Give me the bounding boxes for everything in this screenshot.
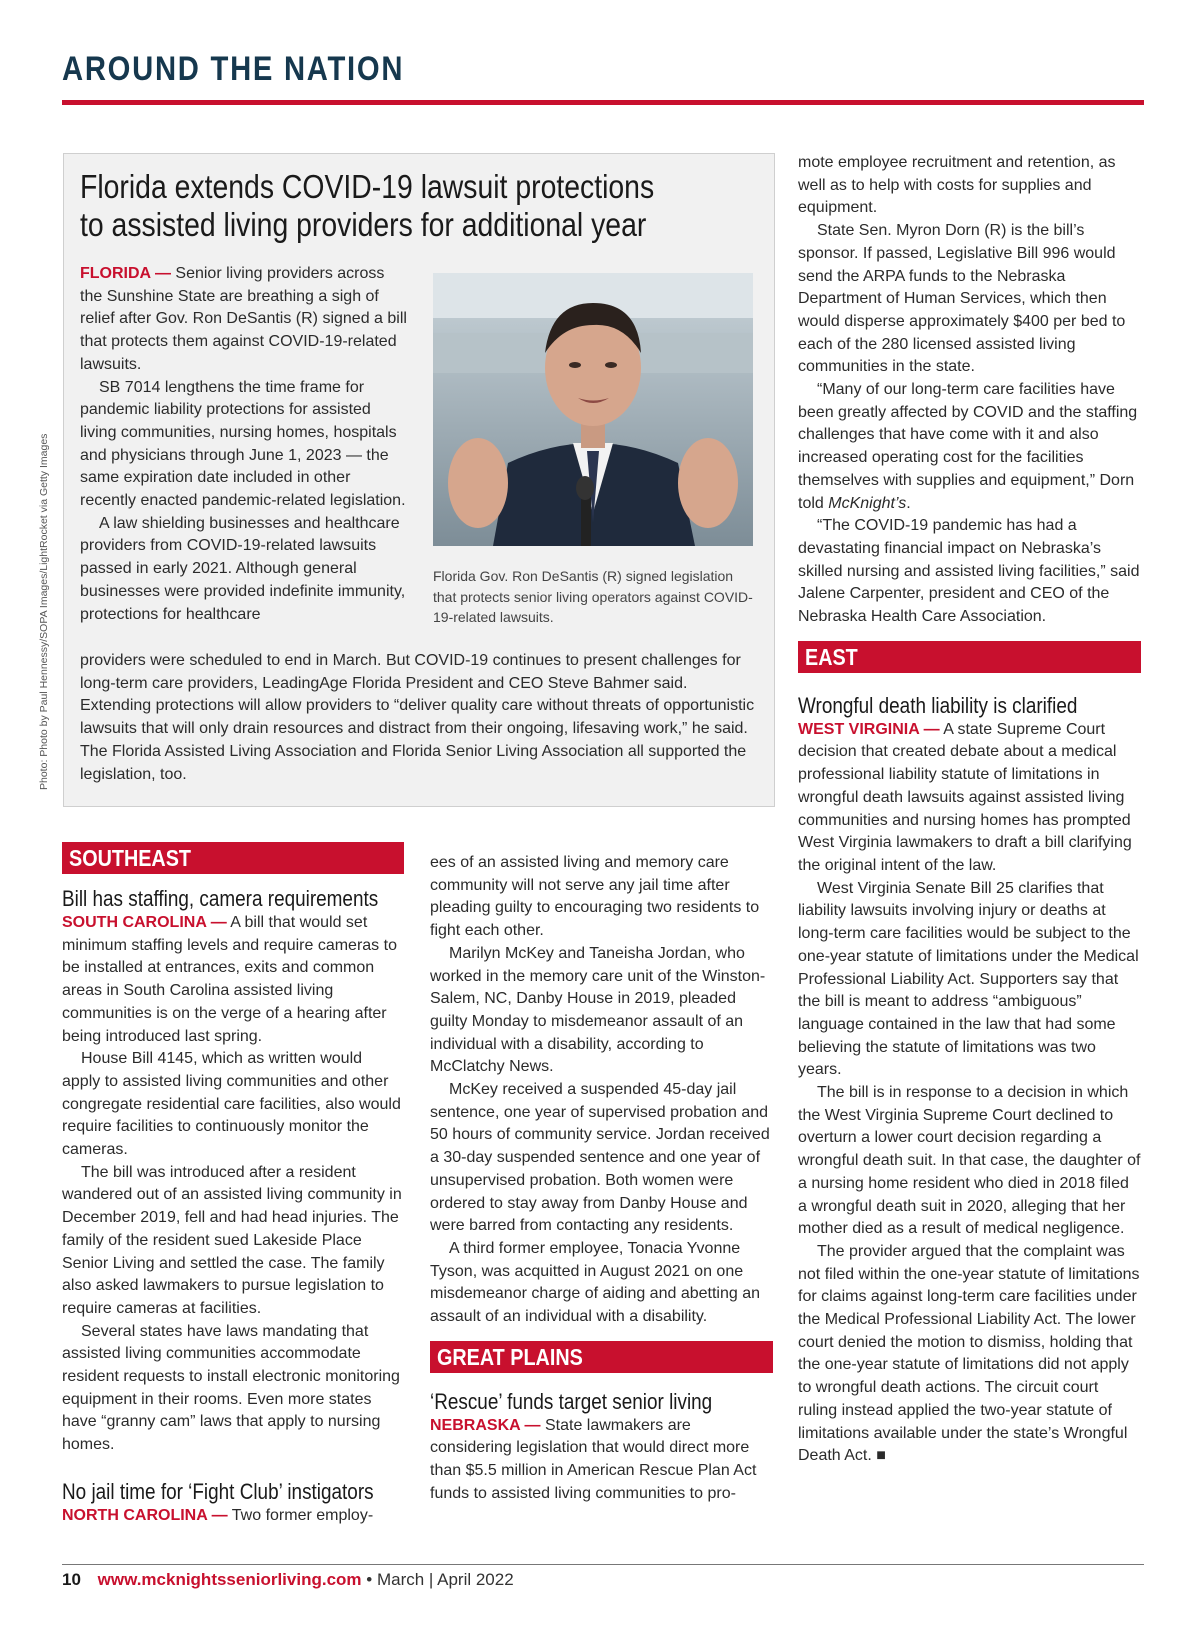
fight-club-paragraph-2: Marilyn McKey and Taneisha Jordan, who worked in the memory care unit of the Winston-Salem, NC, Danby House in 2019, pleaded guilty Monday to misdemeanor assault of an individual with a disability, according to McClatchy News.	[430, 944, 766, 1076]
story-wrongful-death	[798, 719, 1141, 1468]
dateline-florida: FLORIDA —	[80, 265, 171, 282]
section-title: AROUND THE NATION	[62, 50, 405, 88]
story-fight-club-cont	[430, 852, 773, 1329]
wrongful-paragraph-4: The provider argued that the complaint was not filed within the one-year statute of limitations for claims against long-term care facilities under the Medical Professional Liability Act. The lower court denied the motion to dismiss, holding that the one-year statute of limitations did not apply to wrongful death actions. The circuit court ruling instead applied the two-year statute of limitations available under the state’s Wrongful Death Act.	[798, 1242, 1140, 1465]
story-rescue-start	[430, 1415, 773, 1506]
fight-club-paragraph-4: A third former employee, Tonacia Yvonne Tyson, was acquitted in August 2021 on one misdemeanor charge of aiding and abetting an assault of an individual with a disability.	[430, 1239, 760, 1326]
wrongful-paragraph-2: West Virginia Senate Bill 25 clarifies that liability lawsuits involving injury or deaths at long-term care facilities would be subject to the one-year statute of limitations under the Medical Professional Liability Act. Supporters say that the bill is meant to address “ambiguous” language contained in the law that had some believing the statute of limitations was two years.	[798, 879, 1139, 1079]
photo-caption: Florida Gov. Ron DeSantis (R) signed legislation that protects senior living operators against COVID-19-related lawsuits.	[433, 568, 753, 625]
story-fight-club-start	[62, 1505, 404, 1528]
desantis-photo	[433, 273, 753, 546]
subhead-rescue-funds: ‘Rescue’ funds target senior living	[430, 1388, 713, 1414]
feature-paragraph-1: Senior living providers across the Sunshine State are breathing a sigh of relief after Gov. Ron DeSantis (R) signed a bill that protects them against COVID-19-related lawsuits.	[80, 265, 407, 373]
band-great-plains	[430, 1341, 773, 1373]
fight-club-paragraph-1-cont: ees of an assisted living and memory care community will not serve any jail time after pleading guilty to encouraging two residents to fight each other.	[430, 854, 760, 940]
wrongful-paragraph-1: A state Supreme Court decision that created debate about a medical professional liability statute of limitations in wrongful death lawsuits against assisted living communities and nursing homes has prompted West Virginia lawmakers to draft a bill clarifying the original intent of the law.	[798, 720, 1132, 874]
dateline-nebraska: NEBRASKA —	[430, 1416, 541, 1434]
subhead-wrongful-death: Wrongful death liability is clarified	[798, 692, 1078, 718]
portrait-illustration	[433, 273, 753, 546]
dateline-west-virginia: WEST VIRGINIA —	[798, 720, 940, 738]
page-number: 10	[62, 1570, 81, 1589]
photo-credit: Photo: Photo by Paul Hennessy/SOPA Images/LightRocket via Getty Images	[38, 433, 50, 790]
staffing-paragraph-3: The bill was introduced after a resident wandered out of an assisted living community in December 2019, fell and had head injuries. The family of the resident sued Lakeside Place Senior Living and settled the case. The family also asked lawmakers to pursue legislation to require cameras at facilities.	[62, 1163, 402, 1317]
dateline-south-carolina: SOUTH CAROLINA —	[62, 914, 227, 931]
feature-paragraph-2: SB 7014 lengthens the time frame for pandemic liability protections for assisted living communities, nursing homes, hospitals and physicians through June 1, 2023 — the same expiration date included in other recently enacted pandemic-related legislation.	[80, 378, 406, 510]
rescue-paragraph-1-cont: mote employee recruitment and retention, as well as to help with costs for supplies and equipment.	[798, 154, 1116, 217]
feature-headline	[80, 168, 780, 244]
staffing-paragraph-4: Several states have laws mandating that assisted living communities accommodate resident requests to install electronic monitoring equipment in their rooms. Even more states have “granny cam” laws that apply to nursing homes.	[62, 1322, 400, 1454]
publication-name: McKnight’s	[828, 494, 907, 512]
rescue-quote: “Many of our long-term care facilities have been greatly affected by COVID and the staffing challenges that have come with it and also increased operating cost for the facilities themselves with supplies and equipment,” Dorn told	[798, 381, 1138, 512]
band-great-plains-label: GREAT PLAINS	[437, 1343, 583, 1370]
feature-body-left	[80, 263, 408, 626]
wrongful-paragraph-3: The bill is in response to a decision in which the West Virginia Supreme Court declined to overturn a lower court decision regarding a wrongful death suit. In that case, the daughter of a nursing home resident who died in 2018 filed a wrongful death suit in 2020, alleging that her mother died as a result of medical negligence.	[798, 1084, 1141, 1238]
subhead-staffing: Bill has staffing, camera requirements	[62, 886, 379, 911]
rescue-paragraph-1: State lawmakers are considering legislation that would direct more than $5.5 million in American Rescue Plan Act funds to assisted living communities to pro-	[430, 1416, 757, 1502]
dateline-north-carolina: NORTH CAROLINA —	[62, 1506, 228, 1524]
story-rescue-cont	[798, 152, 1141, 629]
footer-separator: •	[366, 1570, 373, 1589]
rescue-paragraph-2: State Sen. Myron Dorn (R) is the bill’s sponsor. If passed, Legislative Bill 996 would send the ARPA funds to the Nebraska Department of Human Services, which then would disperse approximately $400 per bed to each of the 280 licensed assisted living communities in the state.	[798, 222, 1126, 376]
rescue-paragraph-4: “The COVID-19 pandemic has had a devastating financial impact on Nebraska’s skilled nursing and assisted living facilities,” said Jalene Carpenter, president and CEO of the Nebraska Health Care Association.	[798, 517, 1140, 626]
website-link[interactable]: www.mcknightsseniorliving.com	[97, 1570, 362, 1589]
feature-paragraph-3-continued: providers were scheduled to end in March. But COVID-19 continues to present challenges for long-term care providers, LeadingAge Florida President and CEO Steve Bahmer said. Extending protections will allow providers to “deliver quality care without threats of opportunistic lawsuits that will only drain resources and distract from their ongoing, lifesaving work,” he said. The Florida Assisted Living Association and Florida Senior Living Association all supported the legislation, too.	[80, 652, 755, 783]
band-east	[798, 641, 1141, 673]
subhead-fight-club: No jail time for ‘Fight Club’ instigators	[62, 1478, 374, 1504]
column-1	[62, 842, 404, 1528]
footer-rule	[62, 1564, 1144, 1565]
headline-line-1: Florida extends COVID-19 lawsuit protections	[80, 168, 655, 205]
fight-club-paragraph-1-start: Two former employ-	[231, 1506, 374, 1524]
issue-date: March | April 2022	[376, 1570, 514, 1589]
band-southeast	[62, 842, 404, 874]
column-3	[798, 152, 1141, 1468]
end-mark: ■	[876, 1447, 886, 1465]
staffing-paragraph-2: House Bill 4145, which as written would apply to assisted living communities and other congregate residential care facilities, also would require facilities to continuously monitor the cameras.	[62, 1050, 401, 1159]
story-staffing-body	[62, 912, 404, 1457]
feature-paragraph-3: A law shielding businesses and healthcare providers from COVID-19-related lawsuits passed in early 2021. Although general businesses were provided indefinite immunity, protections for healthcare	[80, 514, 406, 623]
footer	[62, 1570, 514, 1590]
column-2	[430, 852, 773, 1506]
band-southeast-label: SOUTHEAST	[69, 845, 191, 871]
fight-club-paragraph-3: McKey received a suspended 45-day jail sentence, one year of supervised probation and 50 hours of community service. Jordan received a 30-day suspended sentence and one year of unsupervised probation. Both women were ordered to stay away from Danby House and were barred from contacting any residents.	[430, 1081, 770, 1235]
staffing-paragraph-1: A bill that would set minimum staffing levels and require cameras to be installed at entrances, exits and common areas in South Carolina assisted living communities is on the verge of a hearing after being introduced last spring.	[62, 914, 397, 1045]
band-east-label: EAST	[805, 643, 858, 670]
section-rule	[62, 100, 1144, 105]
rescue-paragraph-3	[798, 379, 1141, 515]
headline-line-2: to assisted living providers for additional year	[80, 206, 647, 243]
rescue-quote-end: .	[906, 494, 911, 512]
feature-body-wide	[80, 650, 755, 786]
